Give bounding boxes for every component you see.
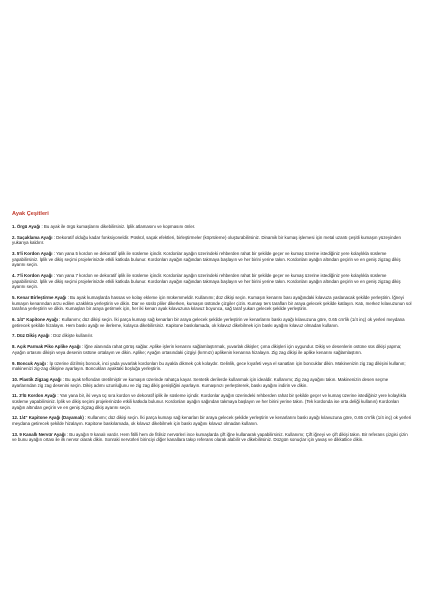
item-title: 10. Plastik Zigzag Ayağı: [12, 376, 62, 382]
presser-foot-item: [12, 415, 412, 426]
presser-foot-item: [12, 344, 412, 355]
item-description: : Bu ayağın 9 kanalı vardır. Hem fitilli hem de fitilsiz nervürleri ince kumaşlarda çift iğne kullanarak yapabilirsiniz. Kullanımı; Çift iğneyi ve çift dikişi takın. Bir referans çizgisi çizin ve bunu ayağın ortası ile ilk nervür olarak dikin. Sonraki nervürleri birinciyi diğer kanallara takıp referans olarak alabilir ve dikebilirsiniz. Düzgün sonuçlar için yavaş ve dikkatlice dikin.: [12, 431, 408, 443]
presser-foot-item: [12, 317, 412, 328]
item-description: : Yan yana bir, iki veya üç sıra kordon ve dekoratif iplik ile süsleme içindir. Kordonlar ayağın üzerindeki rehberden rahat bir şekilde geçer ve kumaş üzerine istediğiniz yere kolaylıkla süsleme yapabilirsiniz. İplik ve dikiş seçimi projelerinizde etkili katkıda bulunur. Kordonları ayağın sağından takmaya başlayın ve her birini yerine takın. (Tek kordonda ise orta deliği kullanın) Kordonları ayağın altından geçirin ve en geniş zigzag dikiş ayarını seçin.: [12, 393, 407, 410]
item-title: 12. 1/4" Kapitone Ayağı (Dayamalı): [12, 415, 84, 421]
item-title: 6. 1/4" Kapitone Ayağı: [12, 317, 58, 323]
presser-foot-item: [12, 235, 412, 246]
item-description: : Dekoratif olduğu kadar fonksiyoneldir. Püskül, saçak efektleri, birleştirmeler (köprüleme) oluşturabilirsiniz. Dinamik bir kumaş işlemesi için metal uzantı çeşitli kumaşın yüzeyinden yukarıya kaldırır.: [12, 234, 401, 246]
item-description: : Yan yana 7 kordon ve dekoratif iplik ile süsleme içindir. Kordonlar ayağın üzerindeki rehberden rahat bir şekilde geçer ve kumaş üzerine istediğiniz yere kolaylıkla süsleme yapabilirsiniz. İplik ve dikiş seçimi projelerinizde etkili katkıda bulunur. Kordonları ayağın sağından takmaya başlayın ve her birini yerine takın. Kordonları ayağın altından geçirin ve en geniş zigzag dikiş ayarını seçin.: [12, 273, 401, 290]
item-title: 9. Boncuk Ayağı: [12, 360, 46, 366]
item-description: : Bu ayak ile örgü kumaşlarını dikebilirsiniz. İplik atlamasını ve kopmasını önler.: [40, 224, 196, 229]
item-description: : İp üzerine dizilmiş boncuk, inci yada yuvarlak kordonları bu ayakla dikmek çok kolaydır. Gelinlik, gece kıyafeti veya el sanatları için boncuklar dikin. Makinenizin zig zag dikişini kullanın; makinenizi zig-zag dikişine ayarlayın. Boncukları ayaktaki boşluğa yerleştirin.: [12, 360, 406, 372]
item-description: : İğne alanında rahat görüş sağlar. Aplike işlerin kenarını sağlamlaştırmak, yuvarlak dikişler; çıma dikişleri için uygundur. Dikiş ve desenlerin ostüne süs dikişi yapma; Ayağın ortasını dikişin veya desenin üstüne ortalayın ve dikin. Aplike; Ayağın ortasındaki çizgiyi (kırmızı) aplikenin kenarına hizalayın. Zig zag dikişi ile aplike kenarını sağlamlaştırın.: [12, 344, 402, 355]
item-title: 11. 3'lü Kordon Ayağı: [12, 393, 57, 399]
item-title: 4. 7'li Kordon Ayağı: [12, 273, 53, 279]
item-title: 2. Saçaklama Ayağı: [12, 234, 53, 240]
item-title: 8. Açık Parmak Piko Aplike Ayağı: [12, 344, 81, 350]
presser-foot-item: [12, 224, 412, 230]
presser-foot-item: [12, 377, 412, 388]
item-title: 3. 5'li Kordon Ayağı: [12, 251, 53, 257]
presser-foot-item: [12, 432, 412, 443]
presser-foot-item: [12, 273, 412, 290]
item-description: : Düz dikişte kullanılır.: [49, 333, 94, 339]
item-description: : Yan yana 5 kordon ve dekoratif iplik ile süsleme içindir. Kordonlar ayağın üzerindeki rehberden rahat bir şekilde geçer ve kumaş üzerine istediğiniz yere kolaylıkla süsleme yapabilirsiniz. İplik ve dikiş seçimi projelerinizde etkili katkıda bulunur. Kordonları ayağın sağından takmaya başlayın ve her birini yerine takın. Kordonları ayağın altından geçirin ve en geniş zigzag dikiş ayarını seçin.: [12, 251, 401, 268]
item-list: [12, 224, 412, 443]
item-title: 5. Kenar Birleştirme Ayağı: [12, 295, 67, 301]
presser-foot-item: [12, 393, 412, 410]
item-description: : Kullanımı; düz dikişi seçin. İki parça kumaşı sağ kenarları bir araya gelecek şekilde yerleştirin ve kenarlarını baskı ayağı kılavuzuna göre, 0.65 cm'lik (1/4 inç) ok yerleri meydana getirecek şekilde hizalayın. Kapitone baskılamada, ok kılavuz dikebilmek için baskı ayağını kılavuz olmadan kullanın.: [12, 415, 412, 426]
item-description: : Bu ayak teflondan üretilmiştir ve kumaşın üzerinde rahatça kayar. Sentetik derilerde kullanmak için idealdir. Kullanımı; Zig zag ayağını takın. Makinenizin desen seçme ayarlarından zig zag desenini seçin. Dikiş adımı uzunluğunu ve zig zag dikiş genişliğini ayarlayın. Kumaşınızı yerleştirerek, baskı ayağını indirin ve dikin.: [12, 376, 389, 388]
section-heading: Ayak Çeşitleri: [12, 211, 49, 217]
presser-foot-item: [12, 251, 412, 268]
item-description: : Bu ayak kumaşlarda hassas ve kolay ekleme için mükemmeldir. Kullanımı; düz dikişi seçin. Kumaşın kenarını bası ayağındaki kılavuza yaslanacak şekilde yerleştirin. İğneyi kumaşın kenarından arzu edilen uzaklıkta yerleştirin ve dikin. Dar ve süslü pliler dikerken, kumaşın üstünde çizgiler çizin. Kumaşı ters tarafları bir araya gelecek şekilde katlayın. Katı, merkez kılavuzunun sol tarafına yerleştirin ve dikin. Kumaşları bir araya getirmek için, her iki kenarı ayak kılavuzuna kılavuz boyunca, sağ taraf yukarı gelecek şekilde yerleştirin.: [12, 295, 412, 312]
item-description: : Kullanımı; düz dikişi seçin. İki parça kumaşı sağ kenarları bir araya gelecek şekilde yerleştirin ve kenarlarını baskı ayağı kılavuzuna göre, 0.65 cm'lik (1/4 inç) ok yerleri meydana getirecek şekilde hizalayın. Hem baskı ayağı ve ilerleme, kolayca dikebilirsiniz. Kapitone baskılamada, ok kılavuz dikebilmek için baskı ayağını kılavuz olmadan kullanın.: [12, 317, 405, 328]
item-title: 1. Örgü Ayağı: [12, 224, 41, 229]
presser-foot-item: [12, 295, 412, 312]
presser-foot-item: [12, 333, 412, 339]
item-title: 13. 9 Kanallı Nervür Ayağı: [12, 431, 66, 437]
item-title: 7. Düz Dikiş Ayağı: [12, 333, 50, 339]
presser-foot-item: [12, 361, 412, 372]
